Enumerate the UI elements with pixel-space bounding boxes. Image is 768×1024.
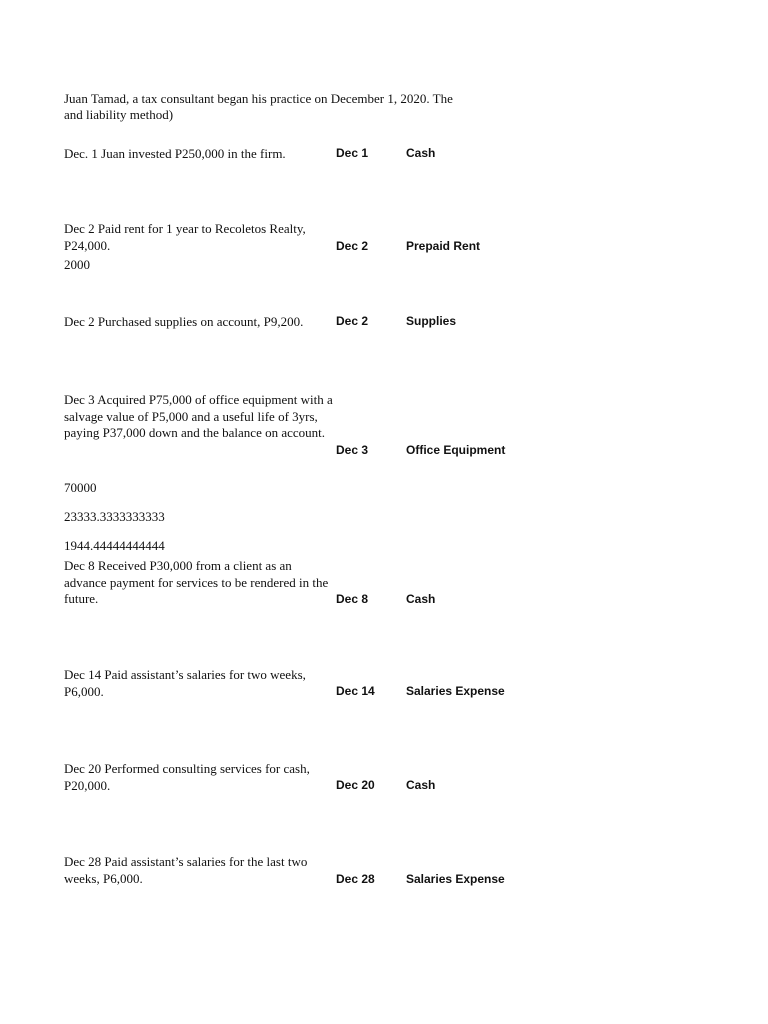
entry-account: Cash	[406, 146, 436, 160]
note-rent-monthly: 2000	[64, 257, 90, 272]
entry-account: Cash	[406, 778, 436, 792]
entry-account: Supplies	[406, 314, 457, 328]
entry-account: Salaries Expense	[406, 684, 505, 698]
entry-date: Dec 14	[336, 684, 375, 698]
entry-account: Prepaid Rent	[406, 239, 481, 253]
entry-account: Cash	[406, 592, 436, 606]
entry-description: Dec 3 Acquired P75,000 of office equipment with a salvage value of P5,000 and a useful life of 3yrs, paying P37,000 down and the balance on account.	[64, 392, 333, 440]
entry-account: Salaries Expense	[406, 872, 505, 886]
intro-line-1: Juan Tamad, a tax consultant began his practice on December 1, 2020. The	[64, 91, 453, 106]
note-annual-depreciation: 23333.3333333333	[64, 509, 165, 524]
entry-date: Dec 1	[336, 146, 369, 160]
entry-date: Dec 2	[336, 239, 369, 253]
entry-description: Dec 20 Performed consulting services for cash, P20,000.	[64, 761, 310, 793]
entry-date: Dec 20	[336, 778, 375, 792]
entry-date: Dec 3	[336, 443, 369, 457]
entry-date: Dec 28	[336, 872, 375, 886]
note-monthly-depreciation: 1944.44444444444	[64, 538, 165, 553]
entry-description: Dec. 1 Juan invested P250,000 in the firm.	[64, 146, 286, 161]
entry-account: Office Equipment	[406, 443, 506, 457]
entry-date: Dec 8	[336, 592, 369, 606]
entry-description: Dec 2 Purchased supplies on account, P9,200.	[64, 314, 304, 329]
entry-description: Dec 2 Paid rent for 1 year to Recoletos Realty, P24,000.	[64, 221, 306, 253]
entry-description: Dec 28 Paid assistant’s salaries for the last two weeks, P6,000.	[64, 854, 308, 886]
note-depreciable-base: 70000	[64, 480, 97, 495]
entry-description: Dec 14 Paid assistant’s salaries for two weeks, P6,000.	[64, 667, 306, 699]
intro-line-2: and liability method)	[64, 107, 174, 122]
entry-date: Dec 2	[336, 314, 369, 328]
entry-description: Dec 8 Received P30,000 from a client as an advance payment for services to be rendered in the future.	[64, 558, 329, 606]
